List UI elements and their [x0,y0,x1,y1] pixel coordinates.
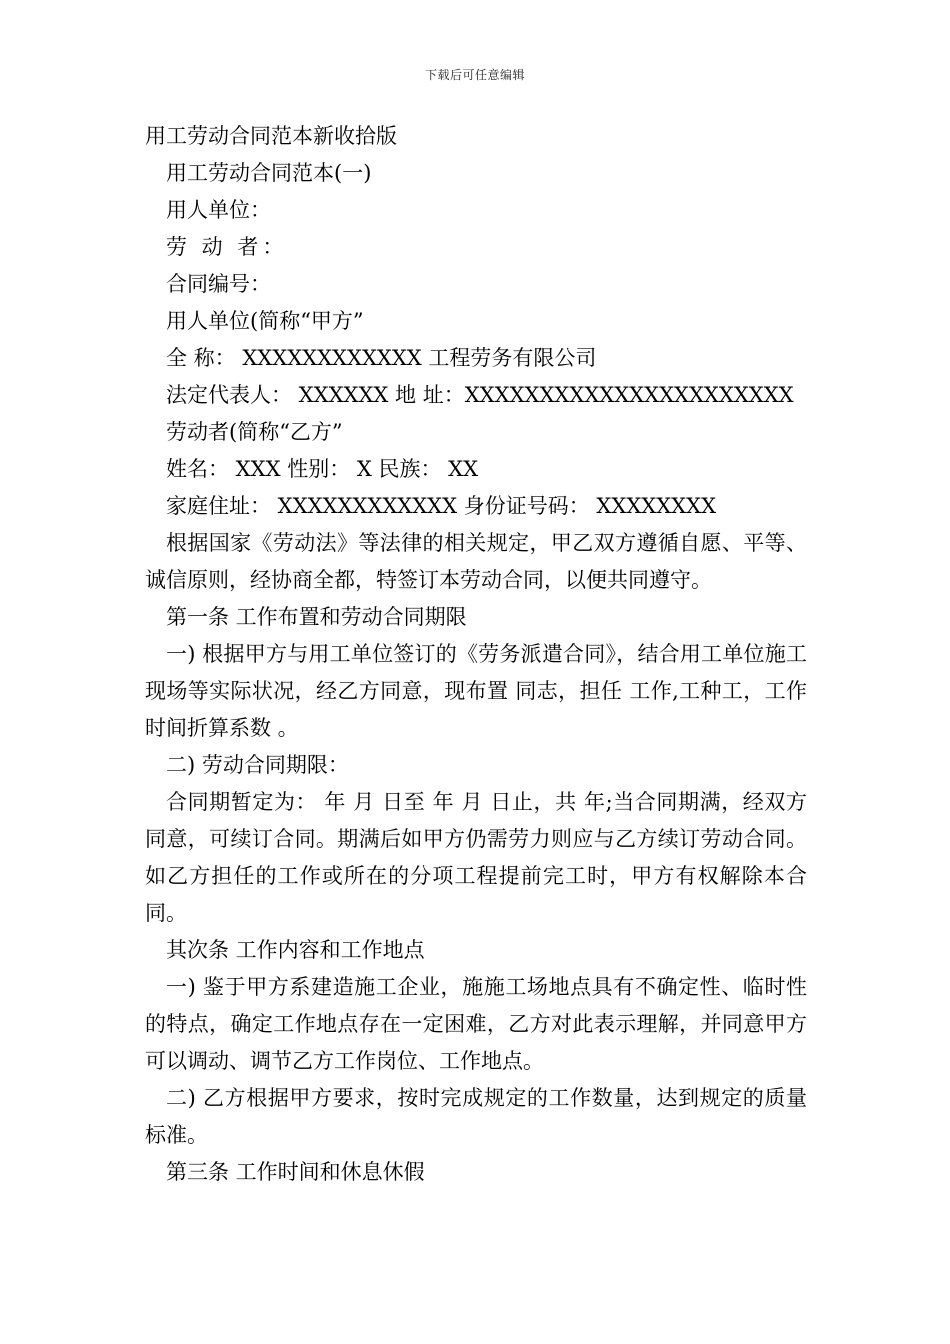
document-subtitle: 用工劳动合同范本(一) [166,161,372,185]
article-3-heading: 第三条 工作时间和休息休假 [166,1160,425,1184]
company-full-name-line: 全 称： XXXXXXXXXXXX 工程劳务有限公司 [166,346,597,370]
home-address-line: 家庭住址： XXXXXXXXXXXX 身份证号码： XXXXXXXX [166,494,717,518]
article-1-heading: 第一条 工作布置和劳动合同期限 [166,605,467,629]
page-header-note: 下载后可任意编辑 [424,68,525,82]
article-1-term-paragraph: 合同期暂定为： 年 月 日至 年 月 日止，共 年;当合同期满，经双方同意，可续订合同。期满后如甲方仍需劳力则应与乙方续订劳动合同。如乙方担任的工作或所在的分项工程提前完工时，甲方有权解除本合同。 [145,790,807,925]
party-a-heading: 用人单位(简称“甲方” [166,309,364,333]
party-b-heading: 劳动者(简称“乙方” [166,420,343,444]
article-2-clause-1: 一) 鉴于甲方系建造施工企业，施施工场地点具有不确定性、临时性的特点，确定工作地点存在一定困难，乙方对此表示理解，并同意甲方可以调动、调节乙方工作岗位、工作地点。 [145,975,807,1073]
article-1-clause-2-label: 二) 劳动合同期限： [166,753,349,777]
legal-representative-line: 法定代表人： XXXXXX 地 址：XXXXXXXXXXXXXXXXXXXXXX [166,383,794,407]
worker-label: 劳 动 者： [166,235,288,259]
document-body [145,118,807,1191]
intro-paragraph: 根据国家《劳动法》等法律的相关规定，甲乙双方遵循自愿、平等、诚信原则，经协商全都，特签订本劳动合同，以便共同遵守。 [145,531,807,592]
contract-number-label: 合同编号： [166,272,271,296]
document-title: 用工劳动合同范本新收拾版 [145,124,397,148]
article-1-clause-1: 一) 根据甲方与用工单位签订的《劳务派遣合同》，结合用工单位施工现场等实际状况，经乙方同意，现布置 同志，担任 工作,工种工，工作时间折算系数 。 [145,642,807,740]
employer-label: 用人单位： [166,198,271,222]
article-2-heading: 其次条 工作内容和工作地点 [166,938,425,962]
article-2-clause-2: 二) 乙方根据甲方要求，按时完成规定的工作数量，达到规定的质量标准。 [145,1086,807,1147]
worker-name-line: 姓名： XXX 性别： X 民族： XX [166,457,479,481]
